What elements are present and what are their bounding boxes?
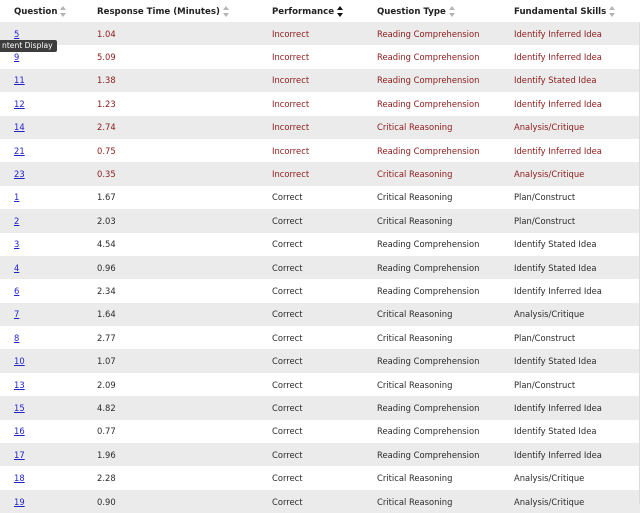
- response-time-cell-text: 1.64: [97, 309, 116, 320]
- question-cell: [0, 139, 97, 162]
- response-time-cell: [97, 256, 272, 279]
- fundamental-skill-cell-text: Analysis/Critique: [514, 169, 585, 180]
- response-time-cell-text: 0.35: [97, 169, 116, 180]
- response-time-cell-text: 2.03: [97, 215, 116, 226]
- fundamental-skill-cell-text: Identify Inferred Idea: [514, 402, 602, 413]
- question-type-cell-text: Reading Comprehension: [377, 98, 480, 109]
- response-time-cell: [97, 22, 272, 45]
- question-cell: [0, 279, 97, 302]
- response-time-cell: [97, 186, 272, 209]
- question-type-cell: [377, 233, 514, 256]
- fundamental-skill-cell-text: Identify Stated Idea: [514, 262, 597, 273]
- fundamental-skill-cell: [514, 22, 640, 45]
- question-cell: [0, 233, 97, 256]
- fundamental-skill-cell: [514, 45, 640, 68]
- performance-cell-text: Correct: [272, 332, 303, 343]
- table-row: [0, 116, 640, 139]
- question-type-cell-text: Reading Comprehension: [377, 426, 480, 437]
- fundamental-skill-cell: [514, 303, 640, 326]
- question-type-cell-text: Reading Comprehension: [377, 75, 480, 86]
- fundamental-skill-cell: [514, 116, 640, 139]
- table-row: [0, 396, 640, 419]
- fundamental-skill-cell: [514, 186, 640, 209]
- header-fundamental-skills[interactable]: [514, 0, 640, 22]
- response-time-cell: [97, 303, 272, 326]
- header-label: Question: [14, 6, 58, 17]
- response-time-cell: [97, 233, 272, 256]
- performance-cell: [272, 186, 377, 209]
- question-link[interactable]: 4: [14, 262, 20, 273]
- performance-cell: [272, 233, 377, 256]
- fundamental-skill-cell-text: Plan/Construct: [514, 379, 576, 390]
- question-cell: [0, 466, 97, 489]
- question-link[interactable]: 2: [14, 215, 20, 226]
- question-link[interactable]: 5: [14, 28, 20, 39]
- table-row: [0, 162, 640, 185]
- question-type-cell-text: Reading Comprehension: [377, 28, 480, 39]
- fundamental-skill-cell: [514, 326, 640, 349]
- response-time-cell-text: 0.75: [97, 145, 116, 156]
- fundamental-skill-cell-text: Identify Inferred Idea: [514, 52, 602, 63]
- response-time-cell: [97, 279, 272, 302]
- table-row: [0, 45, 640, 68]
- fundamental-skill-cell: [514, 162, 640, 185]
- performance-cell-text: Incorrect: [272, 28, 310, 39]
- response-time-cell: [97, 45, 272, 68]
- response-time-cell-text: 1.38: [97, 75, 116, 86]
- fundamental-skill-cell-text: Identify Stated Idea: [514, 75, 597, 86]
- performance-cell: [272, 22, 377, 45]
- response-time-cell: [97, 92, 272, 115]
- table-header: [0, 0, 640, 22]
- fundamental-skill-cell: [514, 466, 640, 489]
- performance-cell-text: Correct: [272, 402, 303, 413]
- question-cell: [0, 303, 97, 326]
- fundamental-skill-cell-text: Identify Inferred Idea: [514, 285, 602, 296]
- table-row: [0, 443, 640, 466]
- fundamental-skill-cell: [514, 69, 640, 92]
- question-type-cell-text: Reading Comprehension: [377, 285, 480, 296]
- response-time-cell: [97, 116, 272, 139]
- performance-cell-text: Incorrect: [272, 169, 310, 180]
- question-link[interactable]: 14: [14, 122, 25, 133]
- question-link[interactable]: 17: [14, 449, 25, 460]
- response-time-cell: [97, 466, 272, 489]
- question-type-cell: [377, 490, 514, 513]
- fundamental-skill-cell: [514, 139, 640, 162]
- question-type-cell: [377, 209, 514, 232]
- question-type-cell-text: Reading Comprehension: [377, 262, 480, 273]
- performance-cell: [272, 209, 377, 232]
- question-type-cell: [377, 116, 514, 139]
- fundamental-skill-cell: [514, 209, 640, 232]
- question-link[interactable]: 21: [14, 145, 25, 156]
- fundamental-skill-cell: [514, 279, 640, 302]
- fundamental-skill-cell-text: Identify Inferred Idea: [514, 28, 602, 39]
- question-type-cell-text: Reading Comprehension: [377, 356, 480, 367]
- question-link[interactable]: 12: [14, 98, 25, 109]
- fundamental-skill-cell: [514, 349, 640, 372]
- question-type-cell: [377, 139, 514, 162]
- response-time-cell-text: 1.07: [97, 356, 116, 367]
- question-type-cell: [377, 349, 514, 372]
- response-time-cell-text: 2.74: [97, 122, 116, 133]
- question-link[interactable]: 19: [14, 496, 25, 507]
- question-cell: [0, 349, 97, 372]
- response-time-cell: [97, 209, 272, 232]
- question-link[interactable]: 16: [14, 426, 25, 437]
- performance-cell: [272, 139, 377, 162]
- response-time-cell: [97, 443, 272, 466]
- sort-arrows-icon[interactable]: [449, 6, 456, 17]
- question-type-cell: [377, 22, 514, 45]
- response-time-cell-text: 2.28: [97, 473, 116, 484]
- fundamental-skill-cell: [514, 490, 640, 513]
- header-label: Fundamental Skills: [514, 6, 607, 17]
- fundamental-skill-cell-text: Identify Inferred Idea: [514, 98, 602, 109]
- question-cell: [0, 420, 97, 443]
- question-type-cell: [377, 443, 514, 466]
- tooltip: ntent Display: [0, 40, 57, 52]
- performance-cell: [272, 420, 377, 443]
- performance-cell: [272, 116, 377, 139]
- question-type-cell: [377, 466, 514, 489]
- fundamental-skill-cell: [514, 233, 640, 256]
- performance-cell-text: Correct: [272, 426, 303, 437]
- response-time-cell-text: 4.82: [97, 402, 116, 413]
- performance-cell: [272, 303, 377, 326]
- performance-cell: [272, 326, 377, 349]
- table-row: [0, 233, 640, 256]
- table-row: [0, 209, 640, 232]
- response-time-cell-text: 1.04: [97, 28, 116, 39]
- performance-cell-text: Correct: [272, 449, 303, 460]
- question-type-cell: [377, 396, 514, 419]
- sort-arrows-icon[interactable]: [609, 6, 616, 17]
- performance-cell: [272, 373, 377, 396]
- question-cell: [0, 396, 97, 419]
- response-time-cell: [97, 69, 272, 92]
- header-question[interactable]: [0, 0, 97, 22]
- fundamental-skill-cell-text: Identify Stated Idea: [514, 239, 597, 250]
- question-type-cell-text: Critical Reasoning: [377, 379, 453, 390]
- performance-cell-text: Incorrect: [272, 75, 310, 86]
- question-cell: [0, 373, 97, 396]
- question-cell: [0, 186, 97, 209]
- fundamental-skill-cell-text: Analysis/Critique: [514, 473, 585, 484]
- performance-cell: [272, 45, 377, 68]
- table-row: [0, 186, 640, 209]
- table-row: [0, 279, 640, 302]
- fundamental-skill-cell: [514, 443, 640, 466]
- question-link[interactable]: 1: [14, 192, 20, 203]
- question-type-cell-text: Critical Reasoning: [377, 192, 453, 203]
- question-type-cell-text: Reading Comprehension: [377, 449, 480, 460]
- question-cell: [0, 209, 97, 232]
- fundamental-skill-cell-text: Analysis/Critique: [514, 122, 585, 133]
- fundamental-skill-cell-text: Plan/Construct: [514, 192, 576, 203]
- question-cell: [0, 116, 97, 139]
- question-link[interactable]: 13: [14, 379, 25, 390]
- response-time-cell-text: 0.96: [97, 262, 116, 273]
- question-cell: [0, 443, 97, 466]
- performance-cell-text: Incorrect: [272, 122, 310, 133]
- header-label: Question Type: [377, 6, 446, 17]
- table-row: [0, 256, 640, 279]
- fundamental-skill-cell-text: Identify Inferred Idea: [514, 449, 602, 460]
- question-link[interactable]: 9: [14, 52, 20, 63]
- question-link[interactable]: 15: [14, 402, 25, 413]
- performance-cell-text: Incorrect: [272, 52, 310, 63]
- performance-cell-text: Correct: [272, 262, 303, 273]
- response-time-cell: [97, 349, 272, 372]
- performance-cell: [272, 490, 377, 513]
- response-time-cell: [97, 490, 272, 513]
- table-row: [0, 69, 640, 92]
- response-time-cell: [97, 420, 272, 443]
- sort-arrows-icon[interactable]: [223, 6, 230, 17]
- performance-cell: [272, 279, 377, 302]
- performance-cell-text: Incorrect: [272, 98, 310, 109]
- performance-cell-text: Correct: [272, 239, 303, 250]
- response-time-cell-text: 2.34: [97, 285, 116, 296]
- performance-cell: [272, 396, 377, 419]
- question-type-cell-text: Reading Comprehension: [377, 402, 480, 413]
- question-type-cell: [377, 279, 514, 302]
- fundamental-skill-cell-text: Plan/Construct: [514, 332, 576, 343]
- response-time-cell: [97, 373, 272, 396]
- fundamental-skill-cell: [514, 396, 640, 419]
- fundamental-skill-cell: [514, 420, 640, 443]
- header-response-time[interactable]: [97, 0, 272, 22]
- response-time-cell-text: 4.54: [97, 239, 116, 250]
- fundamental-skill-cell-text: Analysis/Critique: [514, 496, 585, 507]
- performance-cell-text: Correct: [272, 192, 303, 203]
- question-cell: [0, 256, 97, 279]
- response-time-cell: [97, 139, 272, 162]
- response-time-cell-text: 5.09: [97, 52, 116, 63]
- question-type-cell-text: Critical Reasoning: [377, 215, 453, 226]
- performance-cell-text: Correct: [272, 356, 303, 367]
- sort-arrows-icon[interactable]: [60, 6, 67, 17]
- table-row: [0, 420, 640, 443]
- fundamental-skill-cell-text: Analysis/Critique: [514, 309, 585, 320]
- performance-cell-text: Correct: [272, 473, 303, 484]
- header-question-type[interactable]: [377, 0, 514, 22]
- response-time-cell-text: 2.09: [97, 379, 116, 390]
- question-link[interactable]: 8: [14, 332, 20, 343]
- table-row: [0, 92, 640, 115]
- performance-cell-text: Correct: [272, 285, 303, 296]
- fundamental-skill-cell: [514, 256, 640, 279]
- question-link[interactable]: 6: [14, 285, 20, 296]
- question-type-cell: [377, 162, 514, 185]
- question-type-cell-text: Critical Reasoning: [377, 496, 453, 507]
- question-link[interactable]: 7: [14, 309, 20, 320]
- question-link[interactable]: 23: [14, 169, 25, 180]
- table-row: [0, 373, 640, 396]
- response-time-cell-text: 2.77: [97, 332, 116, 343]
- question-type-cell: [377, 373, 514, 396]
- performance-cell-text: Correct: [272, 496, 303, 507]
- performance-cell-text: Correct: [272, 309, 303, 320]
- performance-cell-text: Incorrect: [272, 145, 310, 156]
- question-type-cell-text: Reading Comprehension: [377, 239, 480, 250]
- fundamental-skill-cell-text: Identify Stated Idea: [514, 356, 597, 367]
- table-row: [0, 466, 640, 489]
- question-cell: [0, 92, 97, 115]
- question-cell: [0, 69, 97, 92]
- response-time-cell-text: 0.77: [97, 426, 116, 437]
- header-label: Response Time (Minutes): [97, 6, 220, 17]
- question-type-cell-text: Critical Reasoning: [377, 473, 453, 484]
- performance-cell: [272, 92, 377, 115]
- table-body: [0, 22, 640, 513]
- response-time-cell-text: 0.90: [97, 496, 116, 507]
- question-type-cell: [377, 326, 514, 349]
- performance-cell: [272, 466, 377, 489]
- table-row: [0, 490, 640, 513]
- header-performance[interactable]: [272, 0, 377, 22]
- performance-cell: [272, 443, 377, 466]
- header-label: Performance: [272, 6, 335, 17]
- question-type-cell-text: Critical Reasoning: [377, 169, 453, 180]
- question-type-cell: [377, 303, 514, 326]
- fundamental-skill-cell-text: Plan/Construct: [514, 215, 576, 226]
- question-link[interactable]: 10: [14, 356, 25, 367]
- question-type-cell-text: Critical Reasoning: [377, 332, 453, 343]
- fundamental-skill-cell-text: Identify Stated Idea: [514, 426, 597, 437]
- question-type-cell: [377, 69, 514, 92]
- fundamental-skill-cell: [514, 92, 640, 115]
- response-time-cell-text: 1.23: [97, 98, 116, 109]
- table-row: [0, 303, 640, 326]
- performance-cell: [272, 256, 377, 279]
- table-row: [0, 326, 640, 349]
- table-row: [0, 22, 640, 45]
- question-cell: [0, 490, 97, 513]
- performance-cell: [272, 162, 377, 185]
- response-time-cell: [97, 326, 272, 349]
- question-type-cell-text: Critical Reasoning: [377, 309, 453, 320]
- question-cell: [0, 162, 97, 185]
- question-link[interactable]: 3: [14, 239, 20, 250]
- question-cell: [0, 326, 97, 349]
- performance-cell: [272, 349, 377, 372]
- question-type-cell: [377, 420, 514, 443]
- response-time-cell-text: 1.96: [97, 449, 116, 460]
- question-type-cell: [377, 186, 514, 209]
- performance-cell-text: Correct: [272, 379, 303, 390]
- question-type-cell: [377, 256, 514, 279]
- question-type-cell-text: Reading Comprehension: [377, 52, 480, 63]
- question-type-cell-text: Critical Reasoning: [377, 122, 453, 133]
- table-row: [0, 139, 640, 162]
- fundamental-skill-cell-text: Identify Inferred Idea: [514, 145, 602, 156]
- response-time-cell-text: 1.67: [97, 192, 116, 203]
- performance-cell-text: Correct: [272, 215, 303, 226]
- table-row: [0, 349, 640, 372]
- fundamental-skill-cell: [514, 373, 640, 396]
- question-link[interactable]: 11: [14, 75, 25, 86]
- performance-cell: [272, 69, 377, 92]
- sort-arrows-active-icon[interactable]: [337, 6, 344, 17]
- question-link[interactable]: 18: [14, 473, 25, 484]
- question-type-cell: [377, 45, 514, 68]
- question-type-cell: [377, 92, 514, 115]
- question-type-cell-text: Reading Comprehension: [377, 145, 480, 156]
- response-time-cell: [97, 162, 272, 185]
- response-time-cell: [97, 396, 272, 419]
